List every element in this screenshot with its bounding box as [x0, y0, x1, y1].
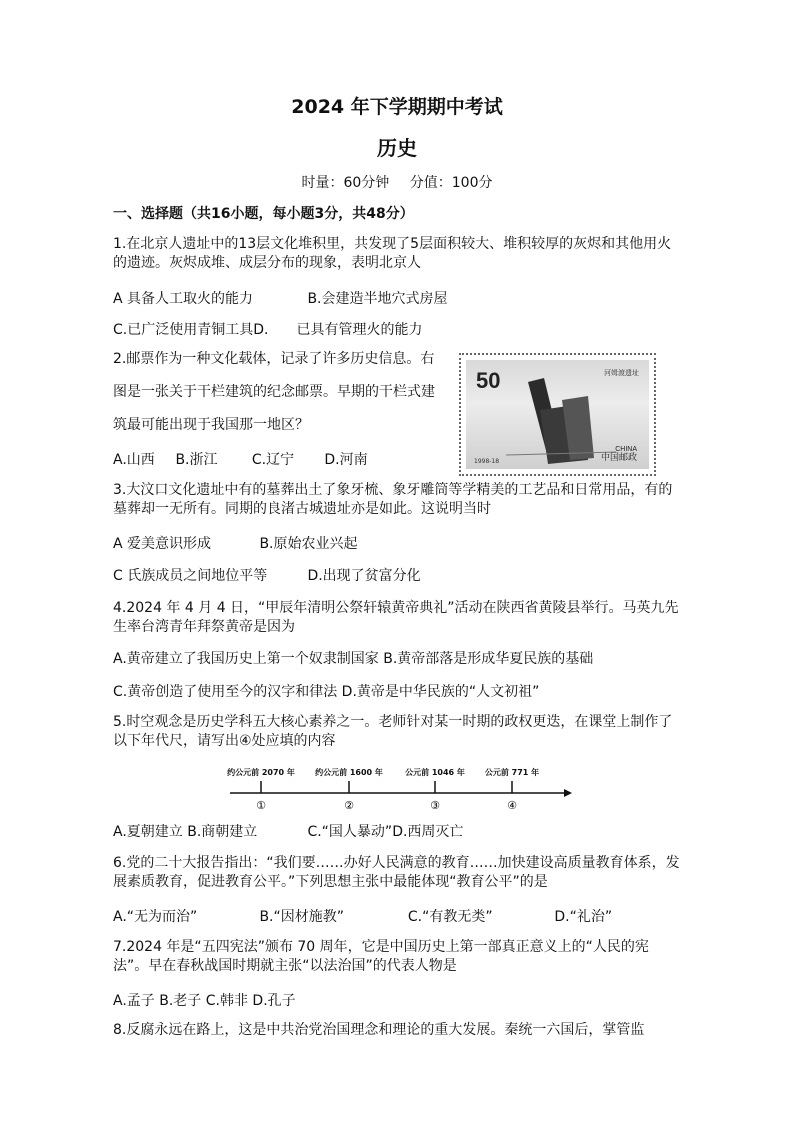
timeline-mark-1: ①: [256, 799, 266, 812]
q1-option-a[interactable]: A 具备人工取火的能力: [113, 291, 254, 307]
exam-meta: [0, 172, 794, 192]
timeline-arrow-icon: [564, 789, 572, 797]
timeline-label-4: 公元前 771 年: [484, 768, 540, 777]
question-6-options: [113, 906, 612, 926]
q6-option-c[interactable]: C.“有教无类”: [407, 909, 493, 925]
q5-option-d[interactable]: D.西周灭亡: [392, 824, 464, 840]
q5-option-c[interactable]: C.“国人暴动”: [307, 824, 393, 840]
question-4-options-ab[interactable]: A.黄帝建立了我国历史上第一个奴隶制国家 B.黄帝部落是形成华夏民族的基础: [113, 651, 594, 667]
timeline-mark-2: ②: [344, 799, 354, 812]
question-1-stem: 1.在北京人遗址中的13层文化堆积里，共发现了5层面积较大、堆积较厚的灰烬和其他用火的遗迹。灰烬成堆、成层分布的现象，表明北京人: [113, 236, 672, 271]
total-score: 分值：100分: [409, 175, 493, 191]
commemorative-stamp: [459, 353, 656, 476]
stamp-image: [466, 360, 649, 469]
stamp-country: CHINA: [615, 446, 637, 453]
timeline-chart: [220, 765, 576, 815]
q1-option-b[interactable]: B.会建造半地穴式房屋: [307, 291, 448, 307]
question-6-stem: 6.党的二十大报告指出：“我们要……办好人民满意的教育……加快建设高质量教育体系，发展素质教育，促进教育公平。”下列思想主张中最能体现“教育公平”的是: [113, 855, 680, 890]
timeline-mark-3: ③: [430, 799, 440, 812]
question-1-options-row1: [113, 288, 448, 308]
question-2-stem-line2: 图是一张关于干栏建筑的纪念邮票。早期的干栏式建: [113, 384, 435, 400]
exam-title: 2024 年下学期期中考试: [291, 96, 503, 118]
stamp-code: 1998-18: [474, 458, 500, 465]
timeline-mark-4: ④: [507, 799, 517, 812]
question-5-stem: 5.时空观念是历史学科五大核心素养之一。老师针对某一时期的政权更迭，在课堂上制作了以下年代尺，请写出④处应填的内容: [113, 714, 673, 749]
q2-option-a[interactable]: A.山西: [113, 452, 155, 468]
question-3-options-row1: [113, 533, 358, 553]
question-4-stem: 4.2024 年 4 月 4 日，“甲辰年清明公祭轩辕黄帝典礼”活动在陕西省黄陵县举行。马英九先生率台湾青年拜祭黄帝是因为: [113, 600, 679, 635]
q6-option-a[interactable]: A.“无为而治”: [113, 909, 198, 925]
question-3-stem: 3.大汶口文化遗址中有的墓葬出土了象牙梳、象牙雕筒等学精美的工艺品和日常用品，有的墓葬却一无所有。同期的良渚古城遗址亦是如此。这说明当时: [113, 482, 673, 517]
question-4-options-cd[interactable]: C.黄帝创造了使用至今的汉字和律法 D.黄帝是中华民族的“人文初祖”: [113, 684, 540, 700]
q2-option-c[interactable]: C.辽宁: [251, 452, 295, 468]
q2-option-b[interactable]: B.浙江: [175, 452, 218, 468]
timeline-label-1: 约公元前 2070 年: [227, 768, 295, 777]
q3-option-b[interactable]: B.原始农业兴起: [259, 536, 358, 552]
time-limit: 时量：60分钟: [301, 175, 390, 191]
timeline-label-2: 约公元前 1600 年: [315, 768, 383, 777]
timeline-label-3: 公元前 1046 年: [405, 768, 465, 777]
question-5-options: [113, 821, 463, 841]
stamp-caption: 河姆渡遗址: [604, 369, 639, 377]
section-heading: 一、选择题（共16小题，每小题3分，共48分）: [113, 206, 414, 222]
question-8-stem: 8.反腐永远在路上，这是中共治党治国理念和理论的重大发展。秦统一六国后，掌管监: [113, 1022, 645, 1038]
question-7-options[interactable]: A.孟子 B.老子 C.韩非 D.孔子: [113, 993, 296, 1009]
question-2-options: [113, 449, 368, 469]
question-2-stem-line1: 2.邮票作为一种文化载体，记录了许多历史信息。右: [113, 351, 435, 367]
q3-option-c[interactable]: C 氏族成员之间地位平等: [113, 568, 268, 584]
q2-option-d[interactable]: D.河南: [324, 452, 368, 468]
stamp-post: 中国邮政: [600, 453, 637, 463]
stamp-value: 50: [476, 368, 501, 393]
subject-title: 历史: [377, 136, 417, 160]
question-3-options-row2: [113, 565, 421, 585]
q5-option-ab[interactable]: A.夏朝建立 B.商朝建立: [113, 824, 258, 840]
q1-option-c[interactable]: C.已广泛使用青铜工具: [113, 322, 254, 338]
question-7-stem: 7.2024 年是“五四宪法”颁布 70 周年，它是中国历史上第一部真正意义上的“人民的宪法”。早在春秋战国时期就主张“以法治国”的代表人物是: [113, 939, 649, 974]
q3-option-d[interactable]: D.出现了贫富分化: [307, 568, 421, 584]
question-1-options-row2: [113, 319, 422, 339]
q3-option-a[interactable]: A 爱美意识形成: [113, 536, 212, 552]
q1-option-d[interactable]: D. 已具有管理火的能力: [253, 322, 423, 338]
q6-option-b[interactable]: B.“因材施教”: [259, 909, 345, 925]
question-2-stem-line3: 筑最可能出现于我国那一地区？: [113, 417, 309, 433]
q6-option-d[interactable]: D.“礼治”: [554, 909, 613, 925]
